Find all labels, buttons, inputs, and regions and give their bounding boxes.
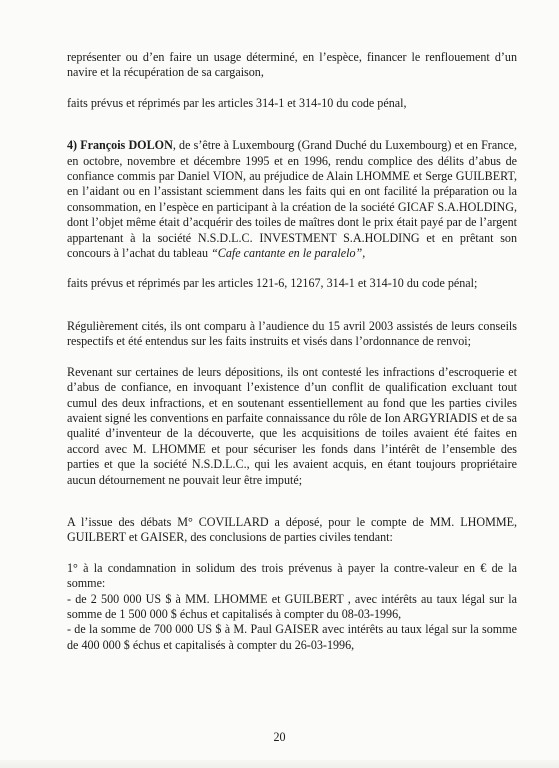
spacer	[67, 261, 517, 276]
page-number: 20	[273, 730, 286, 744]
claim-line-2: - de 2 500 000 US $ à MM. LHOMME et GUILBERT , avec intérêts au taux légal sur la somme de 1 500 000 $ échus et capitalisés à compter du 08-03-1996,	[67, 591, 517, 621]
paragraph-2: faits prévus et réprimés par les articles 314-1 et 314-10 du code pénal,	[67, 95, 407, 110]
scan-edge	[0, 760, 559, 768]
spacer	[67, 350, 517, 365]
spacer	[67, 488, 517, 515]
claim-line-3: - de la somme de 700 000 US $ à M. Paul GAISER avec intérêts au taux légal sur la somme de 400 000 $ échus et capitalisés à compter du 26-03-1996,	[67, 622, 517, 652]
spacer	[67, 111, 517, 138]
paragraph-5: Régulièrement cités, ils ont comparu à l’audience du 15 avril 2003 assistés de leurs conseils respectifs et été entendus sur les faits instruits et visés dans l’ordonnance de renvoi;	[67, 318, 517, 349]
painting-title: “Cafe cantante en le paralelo”	[211, 246, 363, 261]
paragraph-3-text: , de s’être à Luxembourg (Grand Duché du Luxembourg) et en France, en octobre, novembre et décembre 1995 et en 1996, rendu complice des délits d’abus de confiance commis par Daniel VION, au préjudice de Alain LHOMME et Serge GUILBERT, en l’aidant ou en l’assistant sciemment dans les faits qui en ont facilité la préparation ou la consommation, en l’espèce en participant à la création de la société GICAF S.A.HOLDING, dont l’objet même était d’acquérir des toiles de maîtres dont le prix était payé par de l’argent appartenant à la société N.S.D.L.C. INVESTMENT S.A.HOLDING et en prêtant son concours à l’achat du tableau	[67, 138, 517, 261]
spacer	[67, 546, 517, 561]
claim-line-1: 1° à la condamnation in solidum des trois prévenus à payer la contre-valeur en € de la somme:	[67, 560, 517, 591]
paragraph-3	[67, 138, 517, 261]
spacer	[67, 81, 517, 96]
paragraph-7: A l’issue des débats M° COVILLARD a déposé, pour le compte de MM. LHOMME, GUILBERT et GAISER, des conclusions de parties civiles tendant:	[67, 514, 517, 545]
defendant-label: 4) François DOLON	[67, 138, 173, 153]
paragraph-8	[67, 561, 517, 653]
paragraph-1: représenter ou d’en faire un usage déterminé, en l’espèce, financer le renflouement d’un navire et la récupération de sa cargaison,	[67, 50, 517, 80]
paragraph-3-end: ,	[362, 246, 366, 261]
paragraph-4: faits prévus et réprimés par les articles 121-6, 12167, 314-1 et 314-10 du code pénal;	[67, 276, 478, 291]
spacer	[67, 292, 517, 319]
paragraph-6: Revenant sur certaines de leurs dépositions, ils ont contesté les infractions d’escroquerie et d’abus de confiance, en invoquant l’existence d’un conflit de qualification excluant tout cumul des deux infractions, et en soutenant essentiellement au fond que les parties civiles avaient signé les conventions en parfaite connaissance du rôle de Ion ARGYRIADIS et de sa qualité d’inventeur de la découverte, que les acquisitions de toiles avaient été faites en accord avec M. LHOMME et pour sécuriser les fonds dans l’intérêt de l’ensemble des parties et que la société N.S.D.L.C., qui les avaient acquis, en étant toujours propriétaire aucun détournement ne pouvait leur être imputé;	[67, 364, 517, 487]
